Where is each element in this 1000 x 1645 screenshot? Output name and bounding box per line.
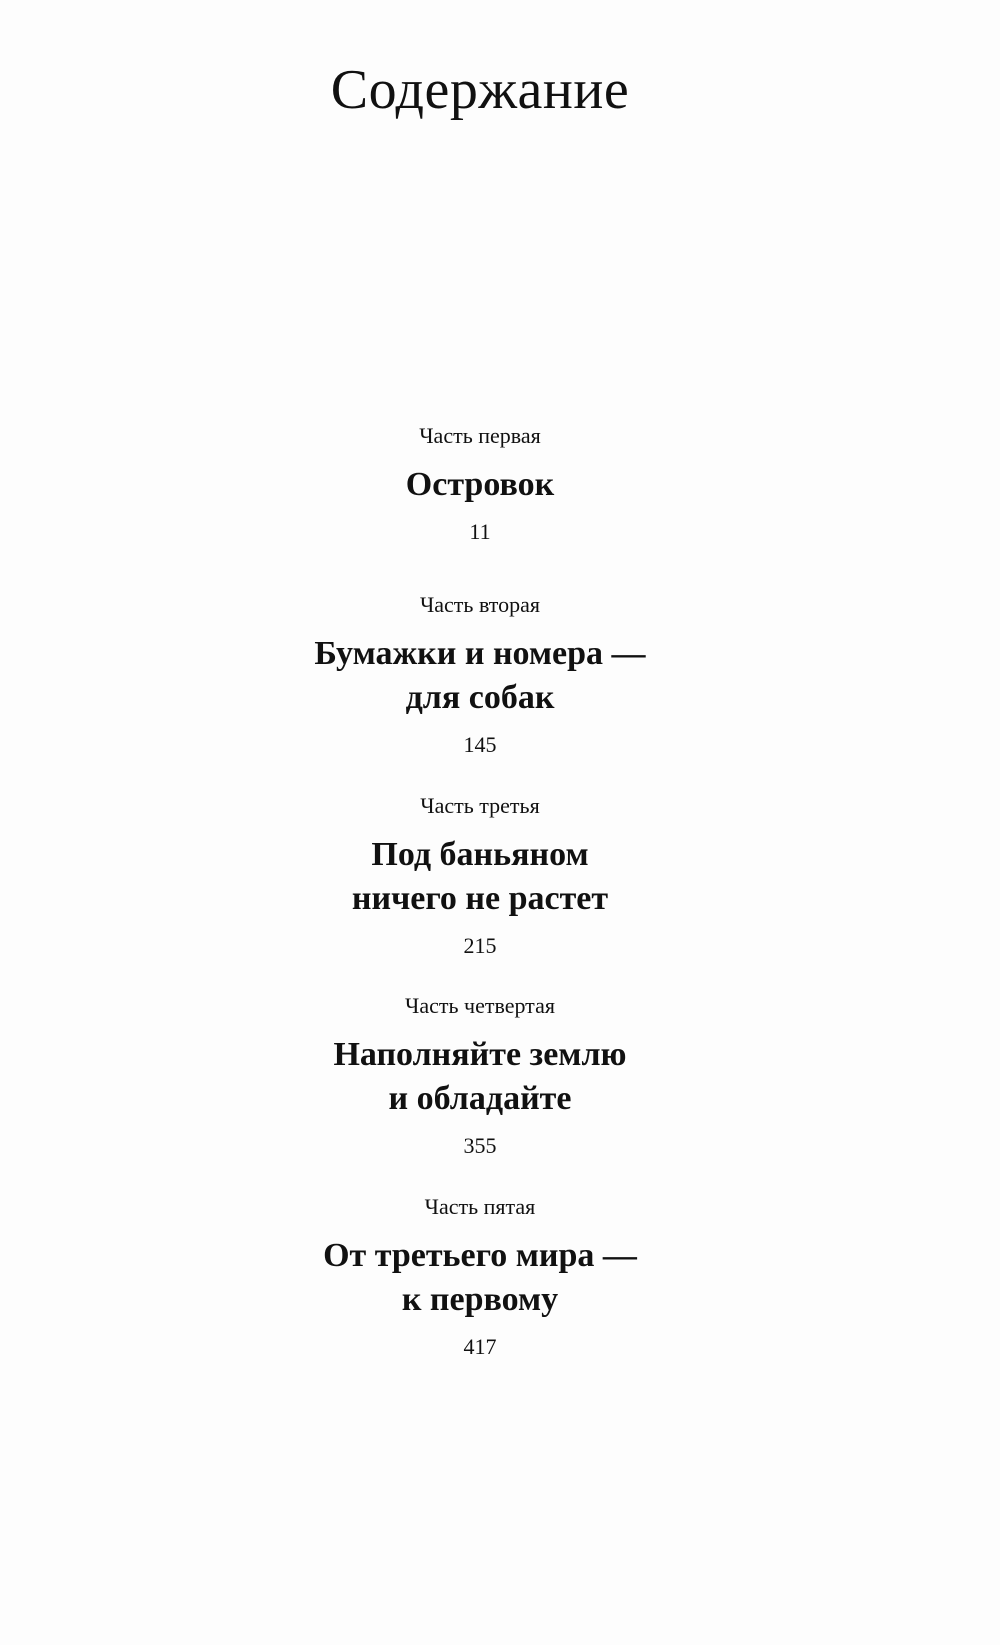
- part-title-line: Наполняйте землю: [333, 1036, 627, 1073]
- part-label: Часть четвертая: [405, 993, 555, 1018]
- page-title: Содержание: [330, 59, 630, 121]
- part-page-number: 417: [463, 1334, 497, 1359]
- part-title: [0, 1234, 960, 1322]
- toc-entry-part-3: [0, 793, 960, 959]
- part-title-line: От третьего мира —: [323, 1237, 637, 1274]
- part-page-number: 145: [463, 732, 497, 757]
- toc-entry-part-4: [0, 993, 960, 1159]
- part-title: [0, 833, 960, 921]
- part-title-line: и обладайте: [388, 1080, 572, 1117]
- toc-entry-part-1: [0, 423, 960, 545]
- part-label: Часть пятая: [424, 1194, 536, 1219]
- part-title-line: для собак: [405, 679, 555, 716]
- part-page-number: 355: [463, 1133, 497, 1158]
- part-page-number: 11: [469, 519, 491, 544]
- part-page-number: 215: [463, 933, 497, 958]
- part-title-line: Бумажки и номера —: [314, 635, 646, 672]
- part-title: [0, 1033, 960, 1121]
- toc-entry-part-5: [0, 1194, 960, 1360]
- part-title-line: Островок: [405, 466, 555, 503]
- part-title-line: к первому: [401, 1281, 559, 1318]
- part-label: Часть третья: [420, 793, 540, 818]
- part-title-line: ничего не растет: [351, 880, 609, 917]
- part-title-line: Под баньяном: [371, 836, 589, 873]
- part-label: Часть вторая: [419, 592, 541, 617]
- part-label: Часть первая: [419, 423, 541, 448]
- part-title: [0, 632, 960, 720]
- toc-entry-part-2: [0, 592, 960, 758]
- part-title: [0, 463, 960, 507]
